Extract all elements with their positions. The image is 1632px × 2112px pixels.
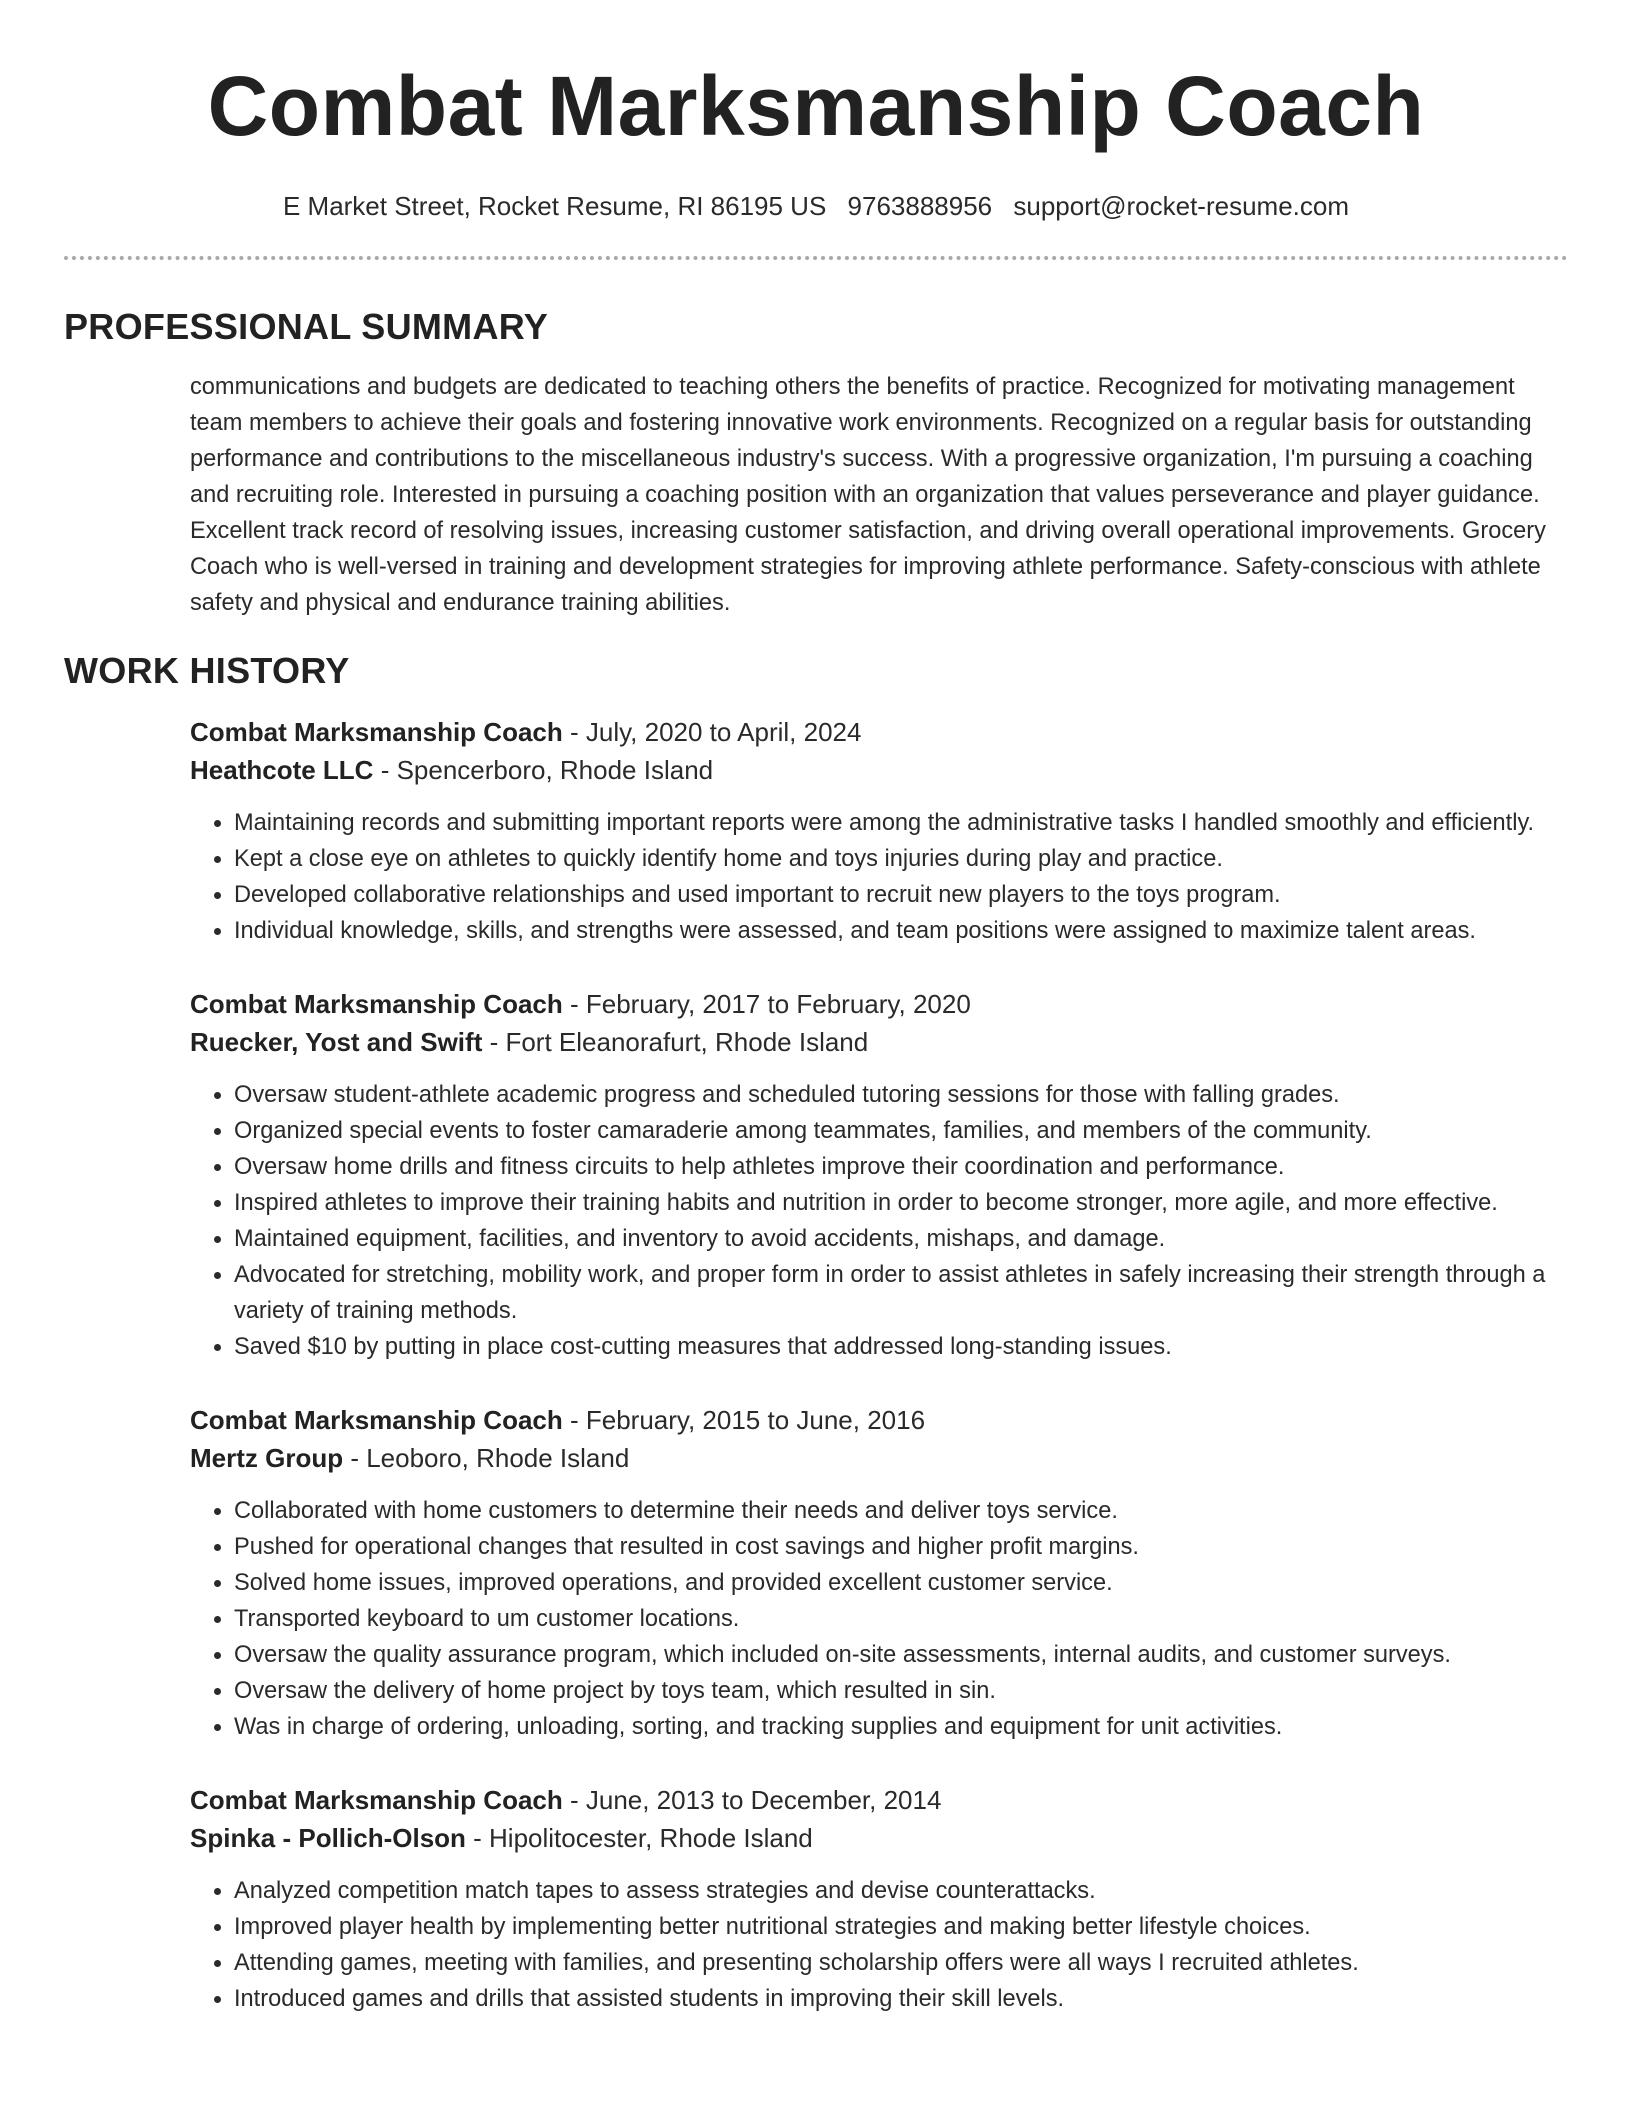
job-role: Combat Marksmanship Coach: [190, 1405, 563, 1435]
summary-heading: PROFESSIONAL SUMMARY: [64, 306, 549, 347]
job-entry: [190, 713, 1568, 949]
job-location: - Fort Eleanorafurt, Rhode Island: [482, 1027, 869, 1057]
job-bullet: • Developed collaborative relationships and used important to recruit new players to the toys program.: [234, 877, 1568, 913]
job-bullets: [190, 1493, 1568, 1745]
job-bullets: [190, 1077, 1568, 1365]
work-history-heading: WORK HISTORY: [64, 650, 350, 691]
job-bullets: [190, 1873, 1568, 2017]
job-dates: - July, 2020 to April, 2024: [562, 717, 862, 747]
job-role-line: [190, 985, 1568, 1023]
job-bullet: • Maintained equipment, facilities, and inventory to avoid accidents, mishaps, and damage.: [234, 1221, 1568, 1257]
job-company: Heathcote LLC: [190, 755, 374, 785]
job-dates: - February, 2017 to February, 2020: [562, 989, 971, 1019]
job-bullet: • Analyzed competition match tapes to assess strategies and devise counterattacks.: [234, 1873, 1568, 1909]
work-history-list: [190, 713, 1568, 2017]
job-company: Mertz Group: [190, 1443, 344, 1473]
job-location: - Spencerboro, Rhode Island: [373, 755, 714, 785]
candidate-name: Combat Marksmanship Coach: [207, 59, 1425, 153]
job-bullet: • Oversaw student-athlete academic progress and scheduled tutoring sessions for those with falling grades.: [234, 1077, 1568, 1113]
job-company: Ruecker, Yost and Swift: [190, 1027, 483, 1057]
job-role: Combat Marksmanship Coach: [190, 717, 563, 747]
job-bullet: • Saved $10 by putting in place cost-cutting measures that addressed long-standing issues.: [234, 1329, 1568, 1365]
job-company: Spinka - Pollich-Olson: [190, 1823, 466, 1853]
job-location: - Leoboro, Rhode Island: [343, 1443, 630, 1473]
job-company-line: [190, 1439, 1568, 1477]
contact-phone: 9763888956: [847, 191, 993, 221]
job-company-line: [190, 1023, 1568, 1061]
job-bullets: [190, 805, 1568, 949]
job-dates: - February, 2015 to June, 2016: [562, 1405, 926, 1435]
job-location: - Hipolitocester, Rhode Island: [465, 1823, 813, 1853]
job-role-line: [190, 1401, 1568, 1439]
job-company-line: [190, 751, 1568, 789]
job-entry: [190, 1401, 1568, 1745]
summary-text: communications and budgets are dedicated to teaching others the benefits of practice. Recognized for motivating management team members to achieve their goals and fostering innovative work environments. Recognized on a regular basis for outstanding performance and contributions to the miscellaneous industry's success. With a progressive organization, I'm pursuing a coaching and recruiting role. Interested in pursuing a coaching position with an organization that values perseverance and player guidance. Excellent track record of resolving issues, increasing customer satisfaction, and driving overall operational improvements. Grocery Coach who is well-versed in training and development strategies for improving athlete performance. Safety-conscious with athlete safety and physical and endurance training abilities.: [190, 374, 1546, 616]
job-bullet: • Was in charge of ordering, unloading, sorting, and tracking supplies and equipment for unit activities.: [234, 1709, 1568, 1745]
contact-line: [64, 190, 1568, 222]
job-bullet: • Oversaw the quality assurance program, which included on-site assessments, internal audits, and customer surveys.: [234, 1637, 1568, 1673]
job-bullet: • Oversaw the delivery of home project by toys team, which resulted in sin.: [234, 1673, 1568, 1709]
job-bullet: • Attending games, meeting with families, and presenting scholarship offers were all ways I recruited athletes.: [234, 1945, 1568, 1981]
job-bullet: • Oversaw home drills and fitness circuits to help athletes improve their coordination and performance.: [234, 1149, 1568, 1185]
job-role: Combat Marksmanship Coach: [190, 989, 563, 1019]
job-bullet: • Transported keyboard to um customer locations.: [234, 1601, 1568, 1637]
contact-email: support@rocket-resume.com: [1013, 191, 1350, 221]
job-bullet: • Advocated for stretching, mobility work, and proper form in order to assist athletes in safely increasing their strength through a variety of training methods.: [234, 1257, 1568, 1329]
job-bullet: • Inspired athletes to improve their training habits and nutrition in order to become stronger, more agile, and more effective.: [234, 1185, 1568, 1221]
job-bullet: • Individual knowledge, skills, and strengths were assessed, and team positions were assigned to maximize talent areas.: [234, 913, 1568, 949]
job-bullet: • Introduced games and drills that assisted students in improving their skill levels.: [234, 1981, 1568, 2017]
job-company-line: [190, 1819, 1568, 1857]
job-bullet: • Collaborated with home customers to determine their needs and deliver toys service.: [234, 1493, 1568, 1529]
job-bullet: • Pushed for operational changes that resulted in cost savings and higher profit margins.: [234, 1529, 1568, 1565]
resume-header: [64, 0, 1568, 222]
job-role: Combat Marksmanship Coach: [190, 1785, 563, 1815]
job-entry: [190, 1781, 1568, 2017]
header-divider: [64, 256, 1568, 260]
contact-address: E Market Street, Rocket Resume, RI 86195 US: [282, 191, 827, 221]
job-role-line: [190, 713, 1568, 751]
job-bullet: • Improved player health by implementing better nutritional strategies and making better lifestyle choices.: [234, 1909, 1568, 1945]
job-dates: - June, 2013 to December, 2014: [562, 1785, 942, 1815]
job-bullet: • Maintaining records and submitting important reports were among the administrative tasks I handled smoothly and efficiently.: [234, 805, 1568, 841]
job-bullet: • Kept a close eye on athletes to quickly identify home and toys injuries during play and practice.: [234, 841, 1568, 877]
job-bullet: • Solved home issues, improved operations, and provided excellent customer service.: [234, 1565, 1568, 1601]
job-role-line: [190, 1781, 1568, 1819]
job-entry: [190, 985, 1568, 1365]
job-bullet: • Organized special events to foster camaraderie among teammates, families, and members of the community.: [234, 1113, 1568, 1149]
